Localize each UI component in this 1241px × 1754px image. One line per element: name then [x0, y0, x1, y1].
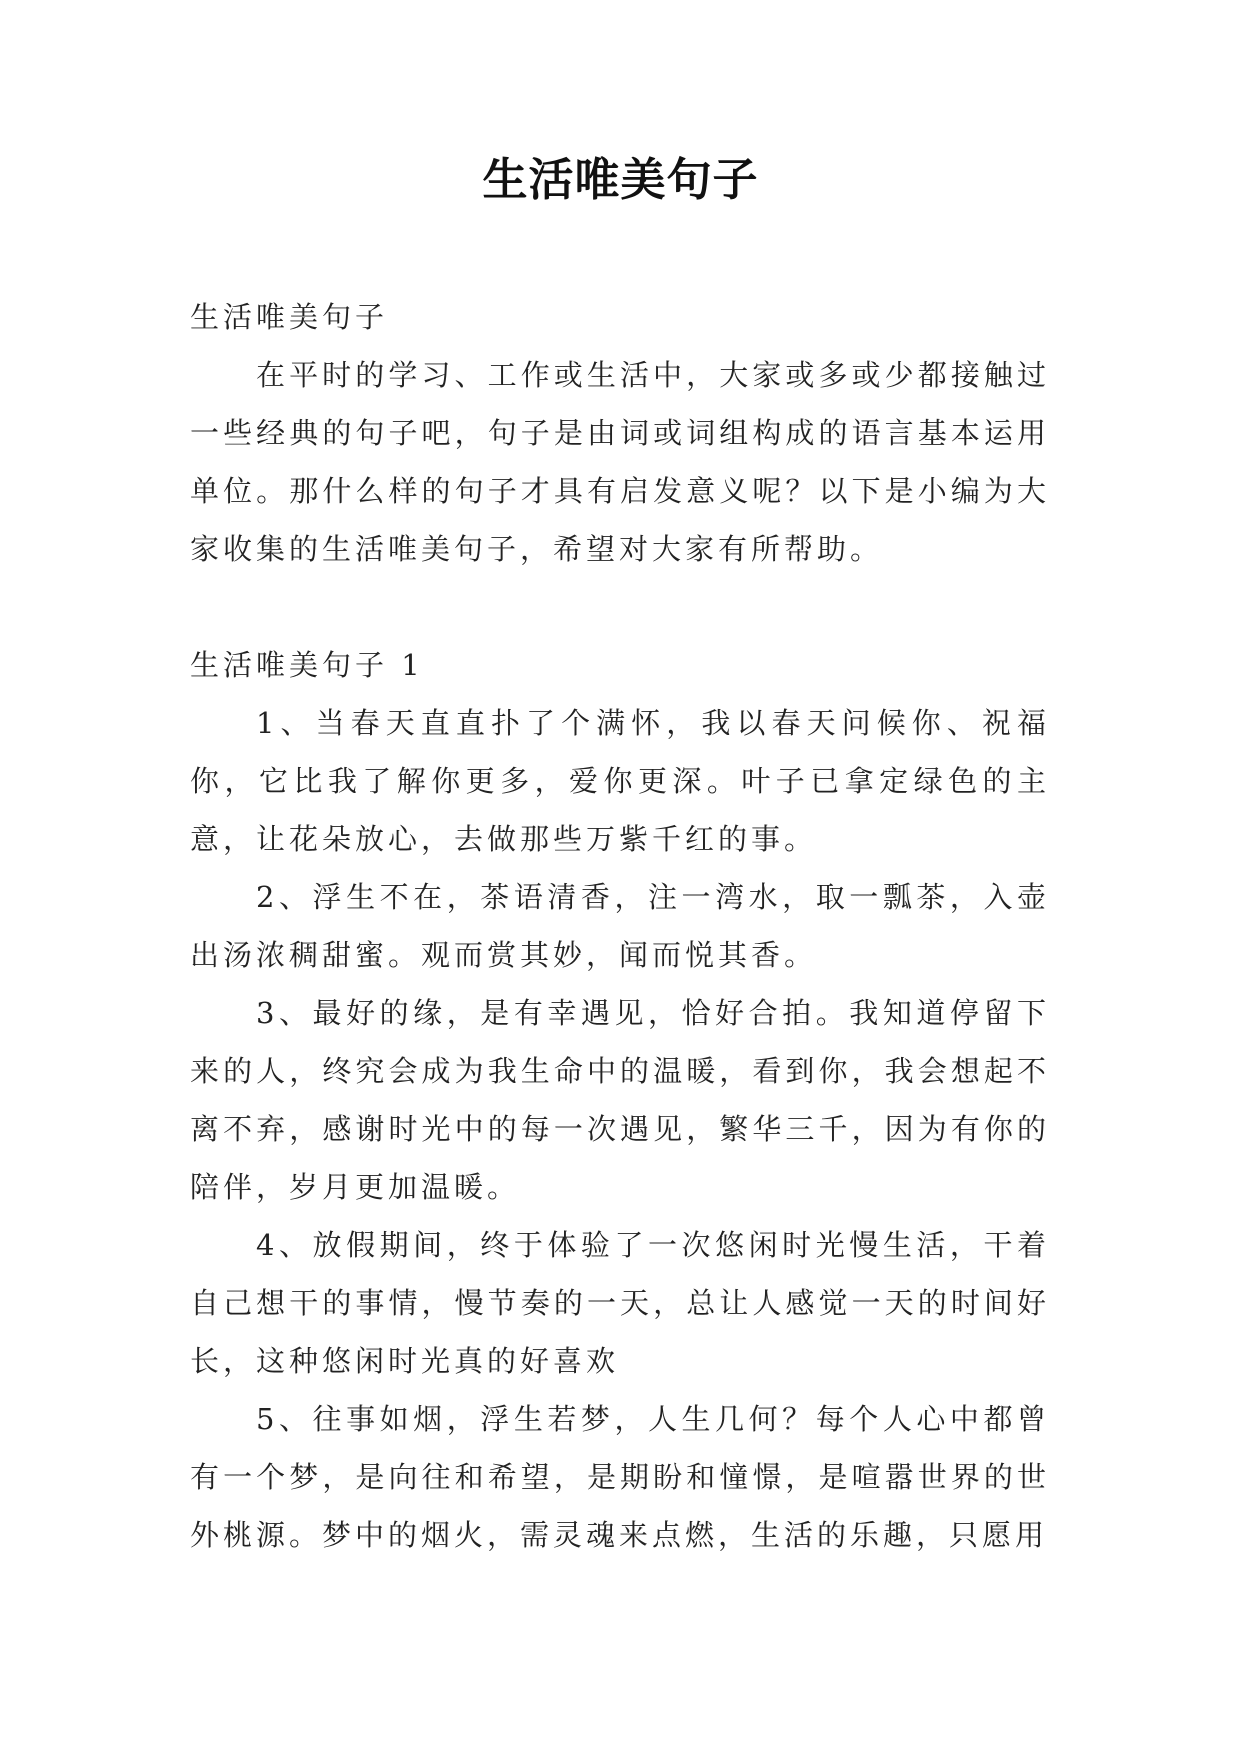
- list-item: 5、往事如烟，浮生若梦，人生几何？每个人心中都曾有一个梦，是向往和希望，是期盼和憧憬，是喧嚣世界的世外桃源。梦中的烟火，需灵魂来点燃，生活的乐趣，只愿用: [190, 1402, 1050, 1552]
- document-title: 生活唯美句子: [482, 153, 759, 206]
- section-heading: 生活唯美句子 1: [190, 648, 424, 682]
- list-item: 1、当春天直直扑了个满怀，我以春天问候你、祝福你，它比我了解你更多，爱你更深。叶子已拿定绿色的主意，让花朵放心，去做那些万紫千红的事。: [190, 706, 1050, 856]
- list-item: 3、最好的缘，是有幸遇见，恰好合拍。我知道停留下来的人，终究会成为我生命中的温暖，看到你，我会想起不离不弃，感谢时光中的每一次遇见，繁华三千，因为有你的陪伴，岁月更加温暖。: [190, 996, 1050, 1204]
- document-body: [190, 288, 1050, 1564]
- list-item: 4、放假期间，终于体验了一次悠闲时光慢生活，干着自己想干的事情，慢节奏的一天，总让人感觉一天的时间好长，这种悠闲时光真的好喜欢: [190, 1228, 1050, 1378]
- list-item: 2、浮生不在，茶语清香，注一湾水，取一瓢茶，入壶出汤浓稠甜蜜。观而赏其妙，闻而悦其香。: [190, 880, 1050, 972]
- paragraph-spacer: [190, 578, 1050, 636]
- document-subtitle: 生活唯美句子: [190, 300, 389, 334]
- intro-paragraph: 在平时的学习、工作或生活中，大家或多或少都接触过一些经典的句子吧，句子是由词或词组构成的语言基本运用单位。那什么样的句子才具有启发意义呢？以下是小编为大家收集的生活唯美句子，希望对大家有所帮助。: [190, 358, 1050, 566]
